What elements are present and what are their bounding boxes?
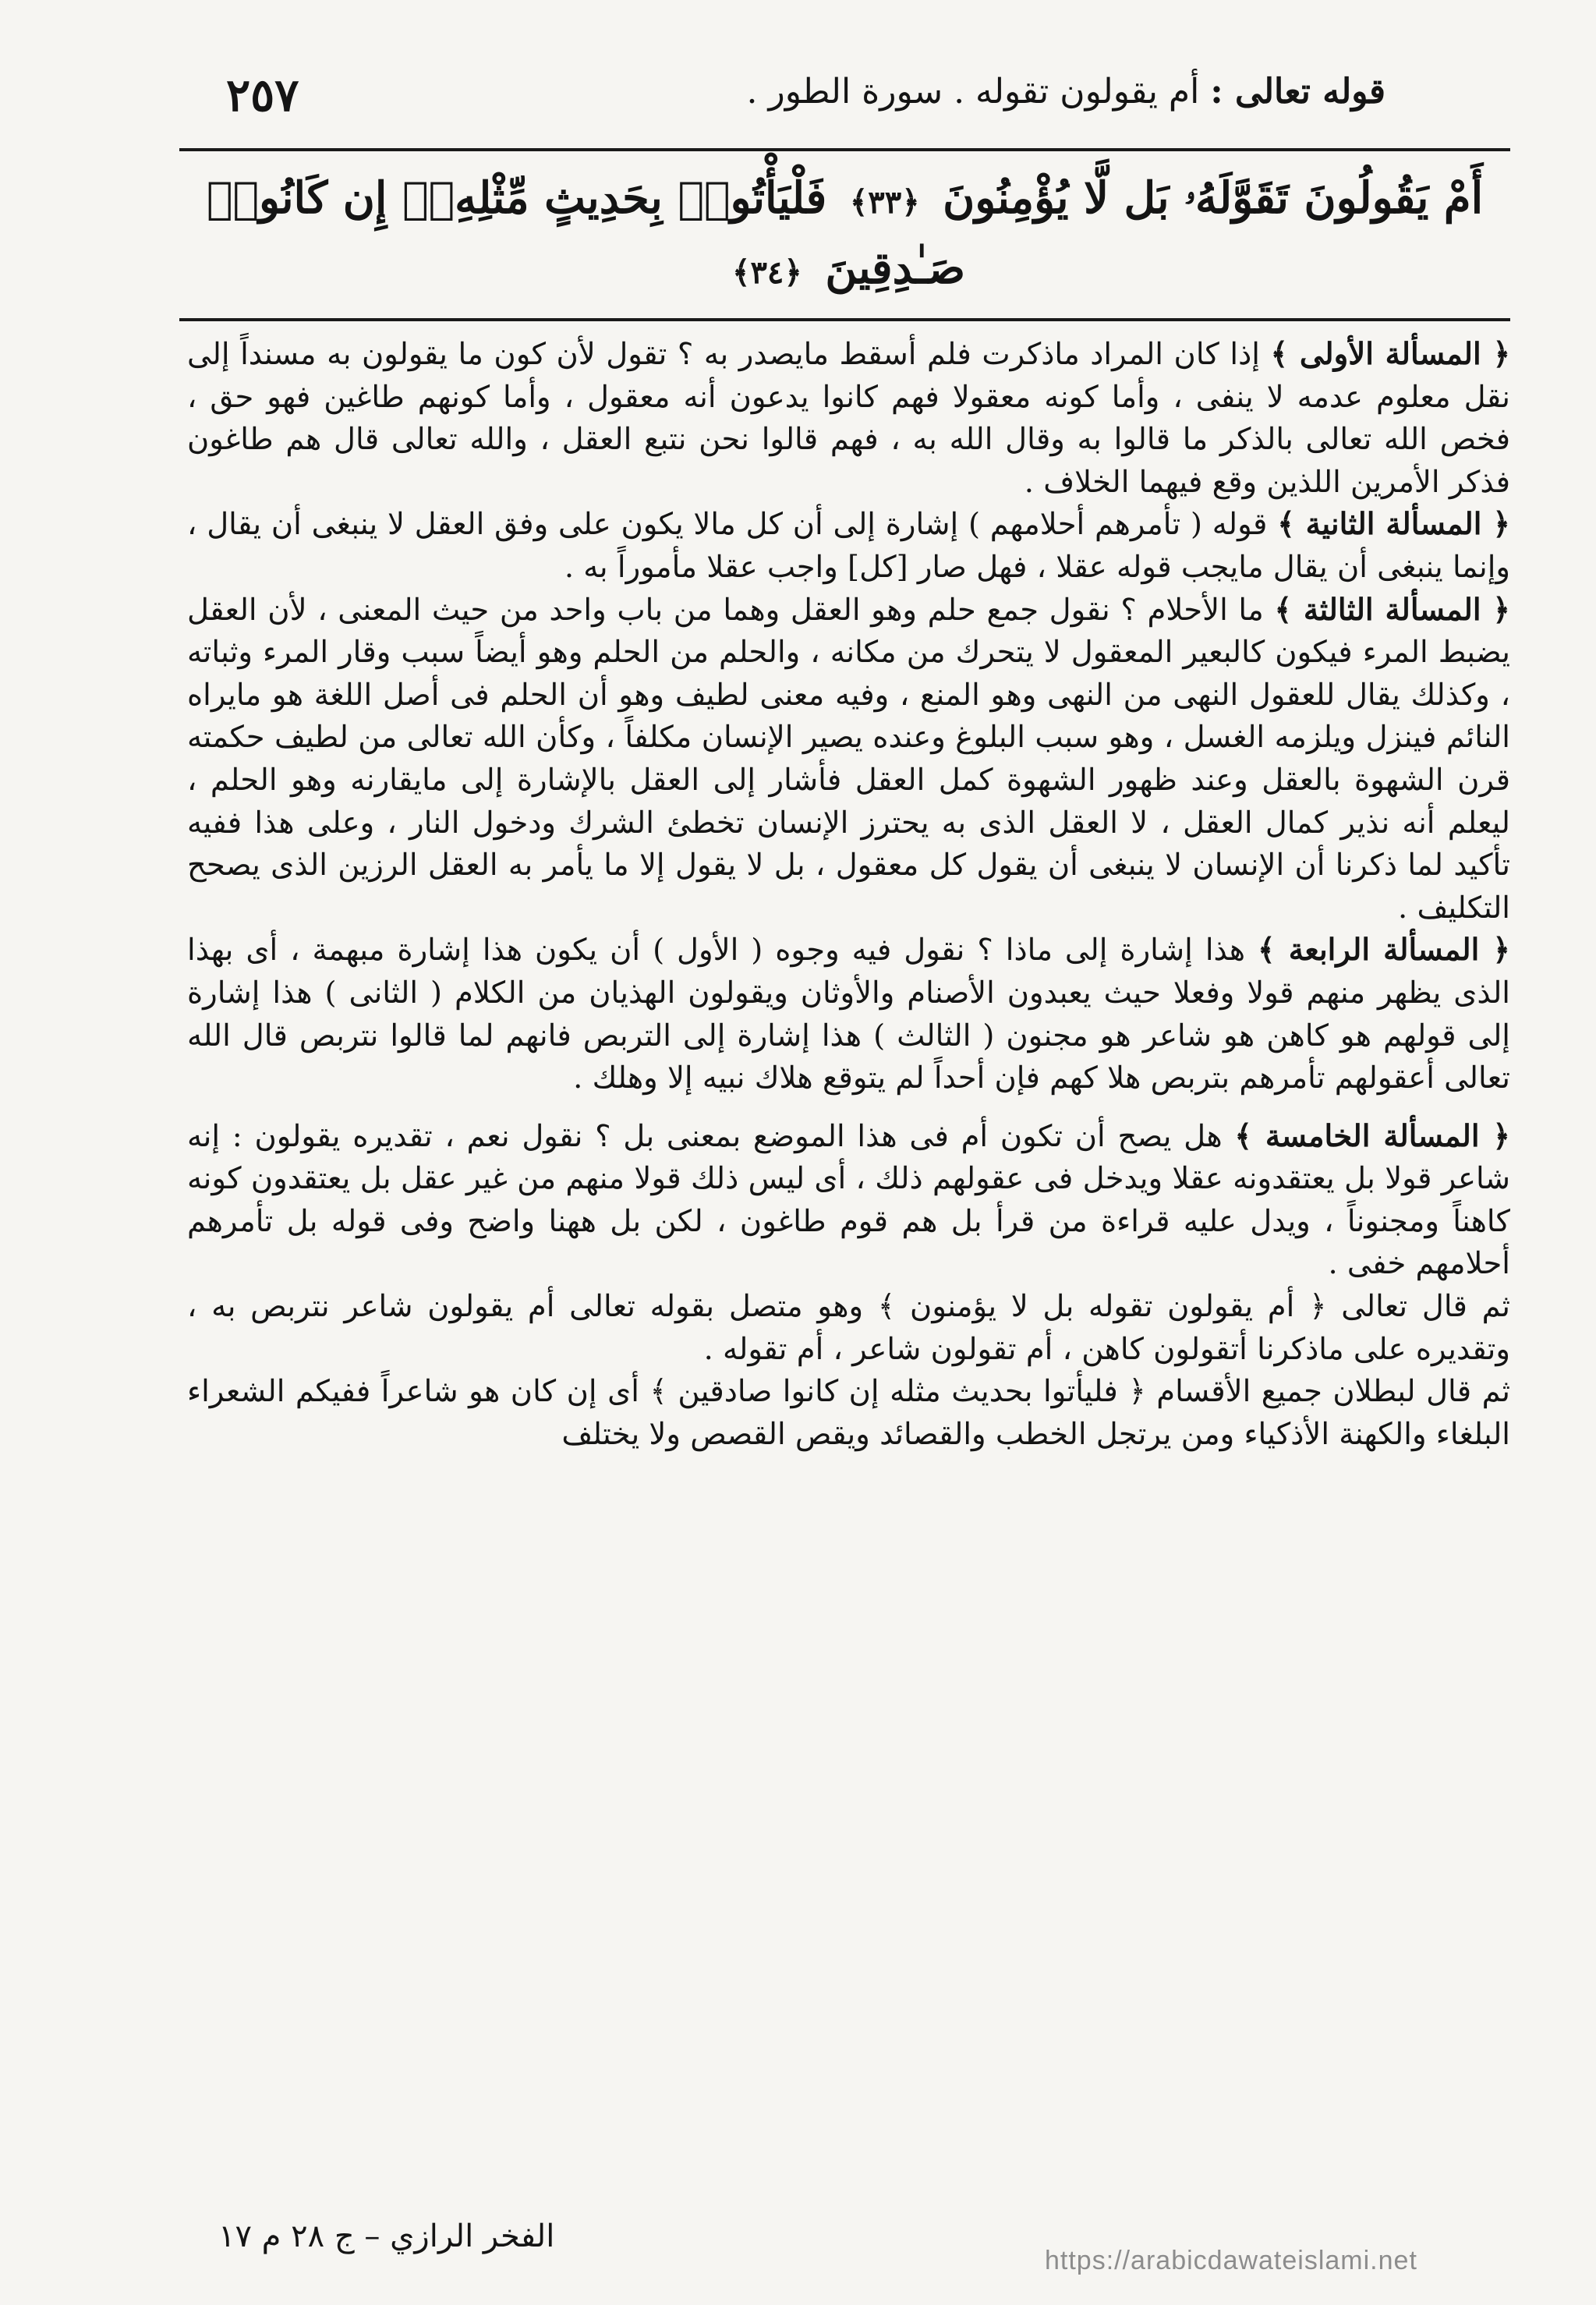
signature-line: الفخر الرازي – ج ٢٨ م ١٧ <box>218 2218 555 2254</box>
running-title-text: أم يقولون تقوله . سورة الطور . <box>746 72 1200 112</box>
paragraph-heading: ﴿ المسألة الأولى ﴾ <box>1270 337 1511 372</box>
watermark-url: https://arabicdawateislami.net <box>1045 2246 1417 2275</box>
paragraph-text: هل يصح أن تكون أم فى هذا الموضع بمعنى بل ؟ نقول نعم ، تقديره يقولون : إنه شاعر قولا بل يعتقدونه عقلا ويدخل فى عقولهم ذلك ، أى ليس ذلك قولا منهم من غير عقل بل يعتقدون كونه كاهناً ومجنوناً ، ويدل عليه قراءة من قرأ بل هم قوم طاغون ، لكن بل ههنا واضح وفى قوله بل تأمرهم أحلامهم خفى . <box>187 1118 1510 1282</box>
paragraph <box>187 929 1510 1099</box>
paragraph-text: ثم قال تعالى ﴿ أم يقولون تقوله بل لا يؤمنون ﴾ وهو متصل بقوله تعالى أم يقولون شاعر نتربص به ، وتقديره على ماذكرنا أتقولون كاهن ، أم تقولون شاعر ، أم تقوله . <box>187 1289 1510 1367</box>
verse-text-2: فَلْيَأْتُوا۟ بِحَدِيثٍ مِّثْلِهِۦٓ إِن كَانُوا۟ صَـٰدِقِينَ <box>206 172 965 294</box>
paragraph <box>187 1371 1510 1456</box>
paragraph <box>187 1116 1510 1286</box>
running-title-label: قوله تعالى : <box>1210 72 1385 112</box>
paragraph <box>187 1286 1510 1371</box>
paragraph-text: ثم قال لبطلان جميع الأقسام ﴿ فليأتوا بحديث مثله إن كانوا صادقين ﴾ أى إن كان هو شاعراً ففيكم الشعراء البلغاء والكهنة الأذكياء ومن يرتجل الخطب والقصائد ويقص القصص ولا يختلف <box>187 1374 1510 1452</box>
paragraph-heading: ﴿ المسألة الثالثة ﴾ <box>1274 592 1510 628</box>
commentary-body <box>187 334 1510 2166</box>
verse-text-1: أَمْ يَقُولُونَ تَقَوَّلَهُۥ بَل لَّا يُؤْمِنُونَ <box>943 172 1484 225</box>
ayah-number-34: ﴿٣٤﴾ <box>732 254 802 291</box>
paragraph-text: هذا إشارة إلى ماذا ؟ نقول فيه وجوه ( الأول ) أن يكون هذا إشارة مبهمة ، أى بهذا الذى يظهر منهم قولا وفعلا حيث يعبدون الأصنام والأوثان ويقولون الهذيان من الكلام ( الثانى ) هذا إشارة إلى قولهم هو كاهن هو شاعر هو مجنون ( الثالث ) هذا إشارة إلى التربص فانهم لما قالوا نتربص قال الله تعالى أعقولهم تأمرهم بتربص هلا كهم فإن أحداً لم يتوقع هلاك نبيه إلا وهلك . <box>187 933 1510 1096</box>
running-title <box>747 72 1385 112</box>
verse-rule <box>179 318 1510 321</box>
page-number: ٢٥٧ <box>226 69 299 122</box>
header-rule <box>179 148 1510 151</box>
paragraph-text: إذا كان المراد ماذكرت فلم أسقط مايصدر به ؟ تقول لأن كون ما يقولون به مسنداً إلى نقل معلوم عدمه لا ينفى ، وأما كونه معقولا فهم كانوا يدعون أنه معقول ، وأما كونهم طاغين فهو حق ، فخص الله تعالى بالذكر ما قالوا به وقال الله به ، فهم قالوا نحن نتبع العقل ، والله تعالى قال هم طاغون فذكر الأمرين اللذين وقع فيهما الخلاف . <box>187 337 1510 500</box>
paragraph <box>187 334 1510 504</box>
paragraph <box>187 504 1510 589</box>
paragraph-heading: ﴿ المسألة الرابعة ﴾ <box>1258 933 1510 968</box>
paragraph-text: ما الأحلام ؟ نقول جمع حلم وهو العقل وهما من باب واحد من حيث المعنى ، لأن العقل يضبط المرء فيكون كالبعير المعقول لا يتحرك من مكانه ، والحلم من الحلم وهو أيضاً سبب وقار المرء وثباته ، وكذلك يقال للعقول النهى من النهى وهو المنع ، وفيه معنى لطيف وهو أن الحلم فى أصل اللغة هو مايراه النائم فينزل ويلزمه الغسل ، وهو سبب البلوغ وعنده يصير الإنسان مكلفاً ، وكأن الله تعالى من لطيف حكمته قرن الشهوة بالعقل وعند ظهور الشهوة كمل العقل فأشار إلى العقل بالإشارة إلى مايقارنه وهو الحلم ، ليعلم أنه نذير كمال العقل ، لا العقل الذى به يحترز الإنسان تخطئ الشرك ودخول النار ، وعلى هذا ففيه تأكيد لما ذكرنا أن الإنسان لا ينبغى أن يقول كل معقول ، بل لا يقول إلا ما يأمر به العقل الرزين الذى يصحح التكليف . <box>187 592 1510 926</box>
quran-verse <box>179 164 1510 303</box>
paragraph-heading: ﴿ المسألة الخامسة ﴾ <box>1234 1118 1510 1154</box>
quran-verse-block <box>179 160 1510 308</box>
paragraph-text: قوله ( تأمرهم أحلامهم ) إشارة إلى أن كل مالا يكون على وفق العقل لا ينبغى أن يقال ، وإنما ينبغى أن يقال مايجب قوله عقلا ، فهل صار [كل] واجب عقلا مأموراً به . <box>187 507 1510 585</box>
ayah-number-33: ﴿٣٣﴾ <box>849 184 920 221</box>
paragraph <box>187 590 1510 930</box>
paragraph-heading: ﴿ المسألة الثانية ﴾ <box>1277 507 1510 543</box>
page-header <box>179 62 1417 125</box>
